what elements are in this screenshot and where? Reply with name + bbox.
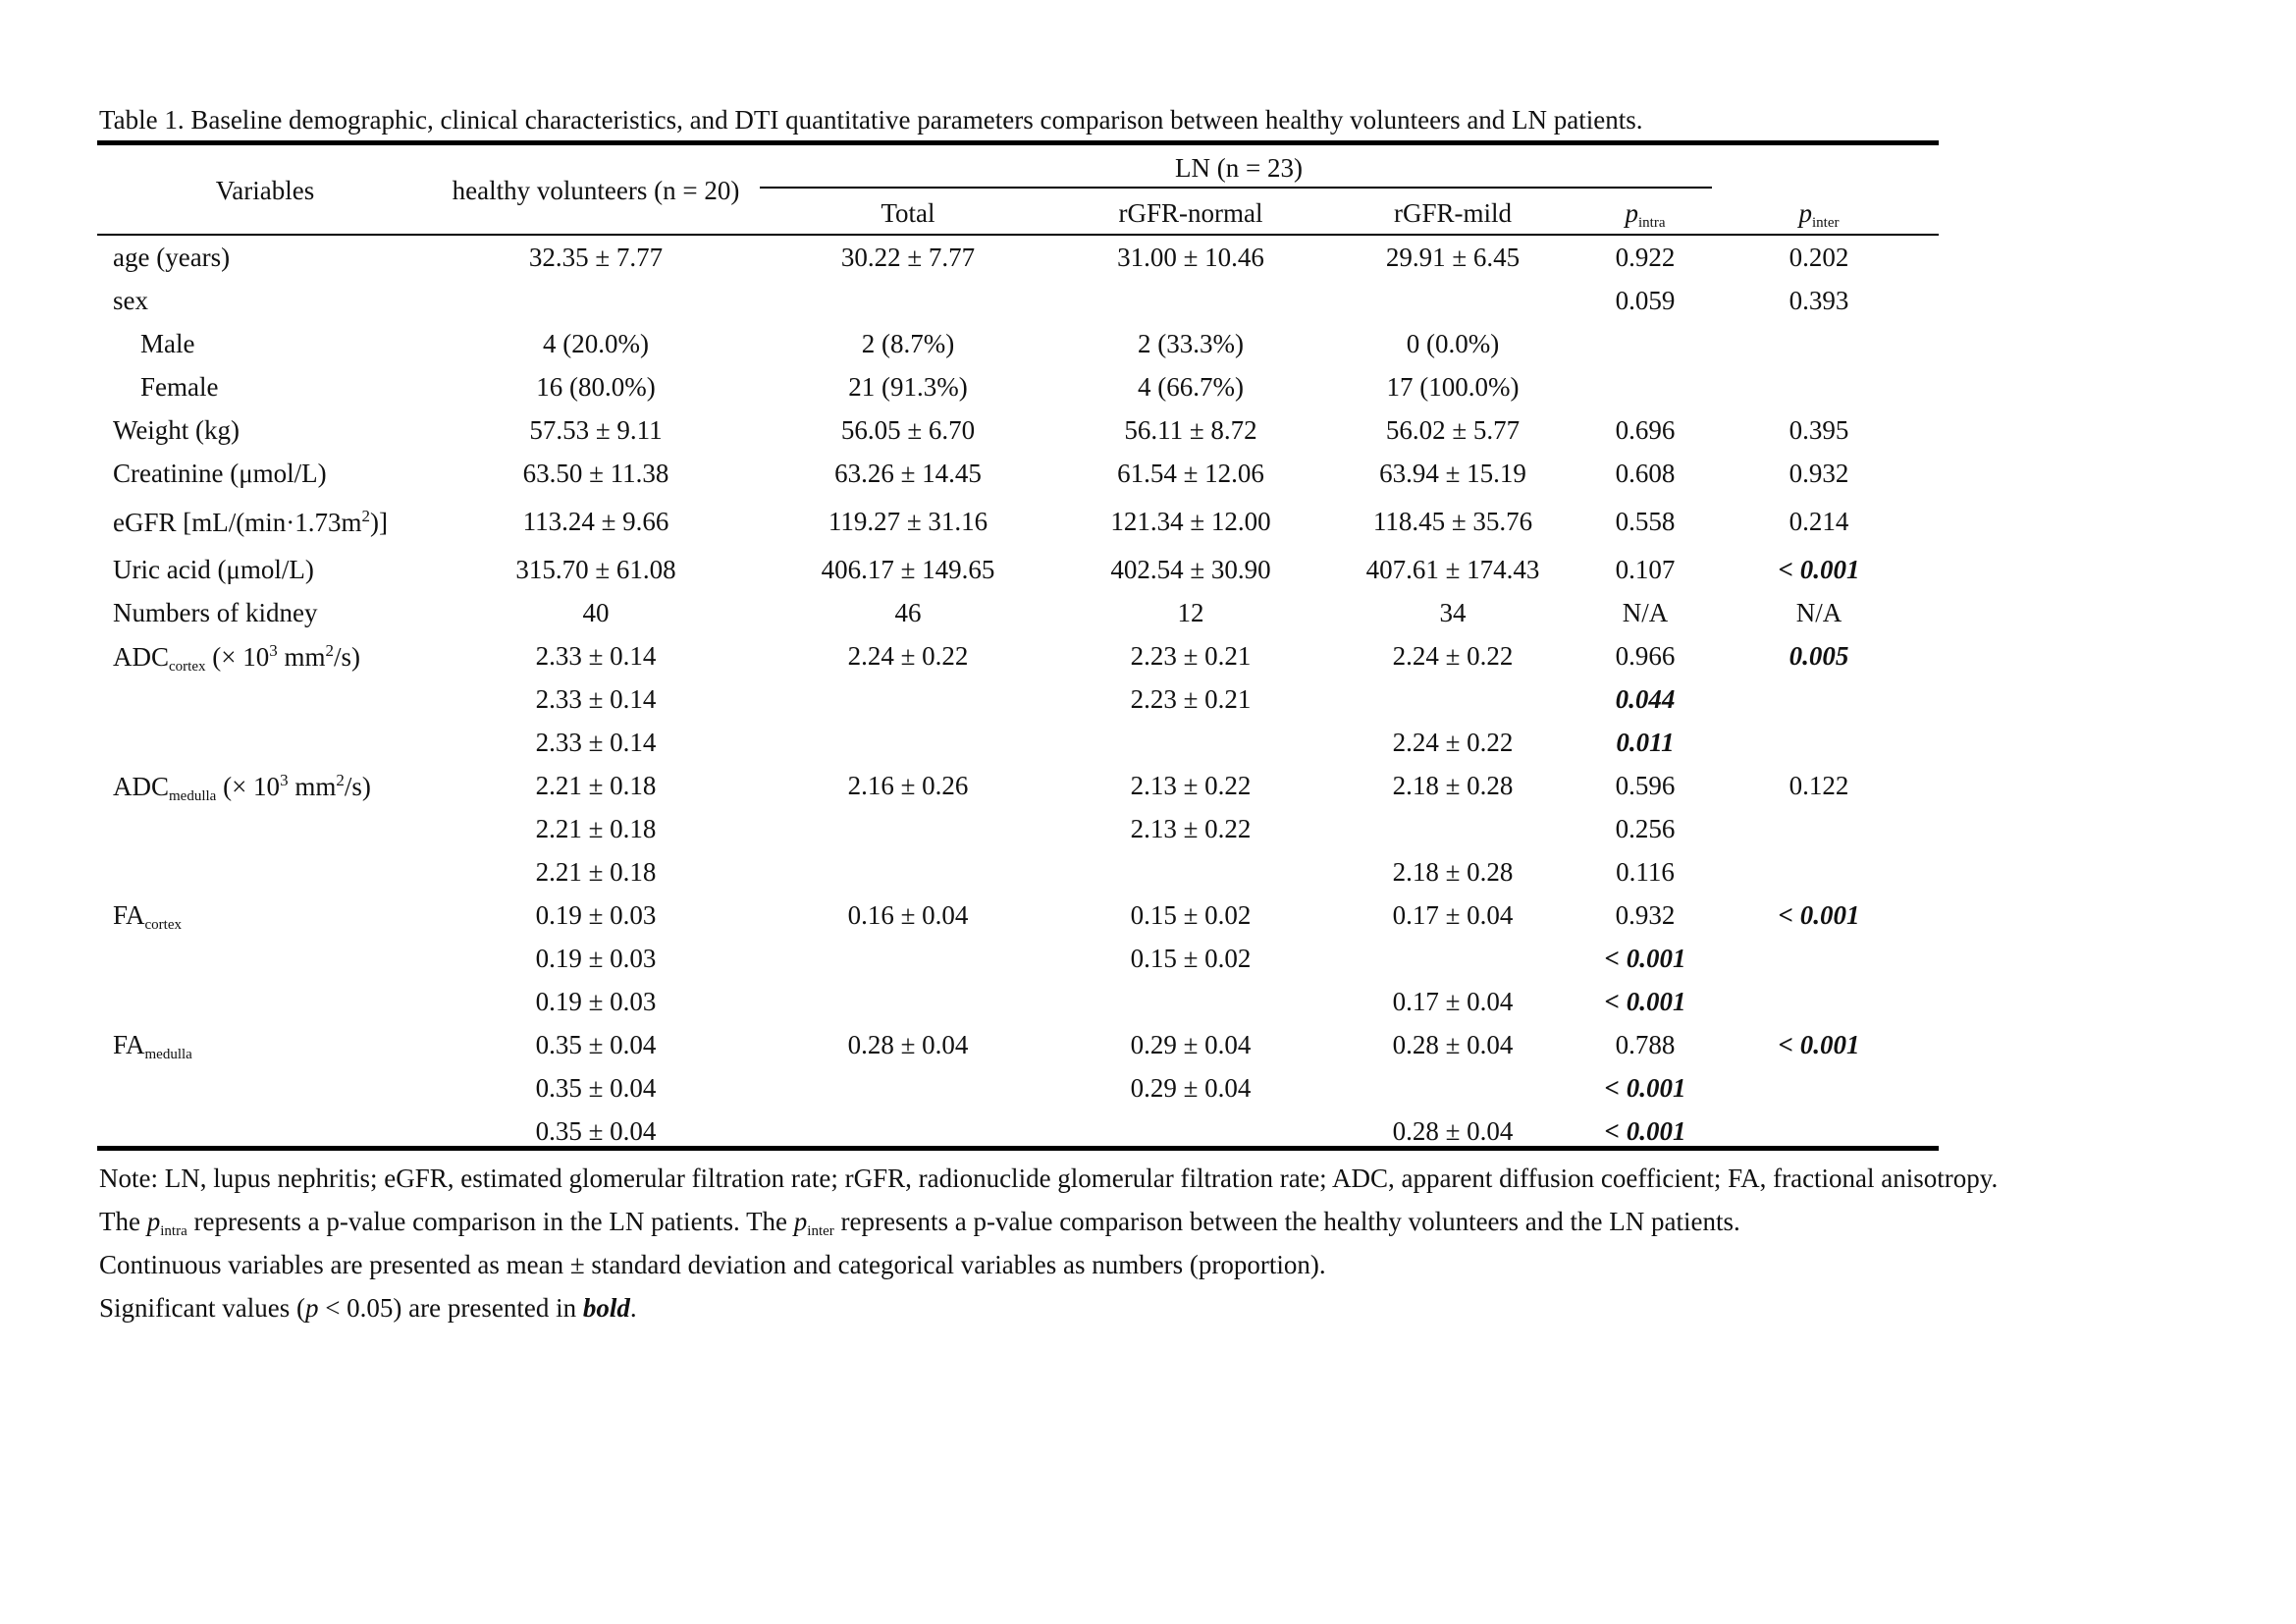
cell-healthy: 16 (80.0%) xyxy=(536,372,656,402)
cell-healthy: 2.33 ± 0.14 xyxy=(535,728,657,757)
ln-group-rule xyxy=(760,187,1712,189)
row-label: sex xyxy=(113,286,148,315)
cell-total: 46 xyxy=(894,598,922,627)
cell-p-intra: 0.059 xyxy=(1615,286,1676,315)
table-caption: Table 1. Baseline demographic, clinical characteristics, and DTI quantitative parameters comparison between healthy volunteers and LN patients. xyxy=(99,105,1643,135)
row-label: Numbers of kidney xyxy=(113,598,318,627)
cell-p-intra-significant: 0.044 xyxy=(1615,684,1676,714)
cell-p-intra: 0.116 xyxy=(1616,857,1675,887)
row-label: $ADC_{medulla}$ (× $10^3$ $mm^2/s$) xyxy=(113,771,371,804)
cell-healthy: 2.21 ± 0.18 xyxy=(535,814,657,843)
cell-rgfr-normal: 0.29 ± 0.04 xyxy=(1130,1030,1252,1059)
cell-rgfr-mild: 0.28 ± 0.04 xyxy=(1392,1030,1514,1059)
table-row xyxy=(0,728,2296,771)
note-abbreviations: Note: LN, lupus nephritis; eGFR, estimated glomerular filtration rate; rGFR, radionuclide glomerular filtration rate; ADC, apparent diffusion coefficient; FA, fractional anisotropy. xyxy=(99,1164,1999,1193)
cell-healthy: 40 xyxy=(582,598,610,627)
cell-rgfr-mild: 2.24 ± 0.22 xyxy=(1392,728,1514,757)
cell-p-inter-significant: < 0.001 xyxy=(1778,900,1860,930)
cell-rgfr-mild: 2.18 ± 0.28 xyxy=(1392,771,1514,800)
row-label: $FA_{medulla}$ xyxy=(113,1030,192,1062)
cell-total: 2.24 ± 0.22 xyxy=(847,641,969,671)
cell-total: 0.28 ± 0.04 xyxy=(847,1030,969,1059)
header-rgfr-mild: rGFR-mild xyxy=(1393,198,1513,228)
cell-healthy: 0.35 ± 0.04 xyxy=(535,1030,657,1059)
cell-healthy: 2.21 ± 0.18 xyxy=(535,771,657,800)
cell-rgfr-mild: 63.94 ± 15.19 xyxy=(1379,459,1526,488)
table-row xyxy=(0,684,2296,728)
table-row xyxy=(0,555,2296,598)
cell-healthy: 2.33 ± 0.14 xyxy=(535,641,657,671)
cell-p-inter-significant: 0.005 xyxy=(1789,641,1849,671)
table-row xyxy=(0,771,2296,814)
cell-p-intra-significant: < 0.001 xyxy=(1604,944,1686,973)
cell-rgfr-normal: 2.23 ± 0.21 xyxy=(1130,684,1252,714)
table-row xyxy=(0,641,2296,684)
cell-p-inter: 0.393 xyxy=(1789,286,1849,315)
cell-rgfr-normal: 2.13 ± 0.22 xyxy=(1130,771,1252,800)
cell-p-inter: 0.202 xyxy=(1789,243,1849,272)
cell-p-intra: 0.696 xyxy=(1615,415,1676,445)
cell-healthy: 2.33 ± 0.14 xyxy=(535,684,657,714)
row-label: Uric acid (μmol/L) xyxy=(113,555,314,584)
row-label: eGFR $[mL/(\min\cdot 1.73m^2)]$ xyxy=(113,507,388,537)
cell-p-intra-significant: 0.011 xyxy=(1616,728,1675,757)
cell-p-inter: 0.932 xyxy=(1789,459,1849,488)
table-row xyxy=(0,507,2296,550)
note-p-values: The $p_{intra}$ represents a p-value comparison in the LN patients. The $p_{inter}$ represents a p-value comparison between the healthy volunteers and the LN patients. xyxy=(99,1207,1740,1239)
cell-total: 406.17 ± 149.65 xyxy=(821,555,995,584)
table-row xyxy=(0,415,2296,459)
cell-rgfr-mild: 34 xyxy=(1439,598,1467,627)
cell-p-inter-significant: < 0.001 xyxy=(1778,555,1860,584)
table-row xyxy=(0,857,2296,900)
table-row xyxy=(0,1116,2296,1160)
cell-p-inter: N/A xyxy=(1795,598,1842,627)
cell-healthy: 2.21 ± 0.18 xyxy=(535,857,657,887)
cell-rgfr-mild: 118.45 ± 35.76 xyxy=(1372,507,1533,536)
table-row xyxy=(0,814,2296,857)
cell-p-intra: 0.608 xyxy=(1615,459,1676,488)
cell-p-intra: 0.596 xyxy=(1615,771,1676,800)
cell-rgfr-normal: 56.11 ± 8.72 xyxy=(1124,415,1257,445)
table-row xyxy=(0,944,2296,987)
cell-total: 2 (8.7%) xyxy=(861,329,955,358)
top-rule xyxy=(97,140,1939,145)
note-significance: Significant values (p < 0.05) are presented in bold. xyxy=(99,1293,637,1323)
header-total: Total xyxy=(881,198,935,228)
cell-rgfr-normal: 12 xyxy=(1177,598,1204,627)
cell-healthy: 32.35 ± 7.77 xyxy=(528,243,664,272)
row-label: $ADC_{cortex}$ (× $10^3$ $mm^2/s$) xyxy=(113,641,360,675)
header-p-intra: $p_{intra}$ xyxy=(1625,198,1666,231)
cell-rgfr-normal: 121.34 ± 12.00 xyxy=(1110,507,1271,536)
cell-rgfr-normal: 2.23 ± 0.21 xyxy=(1130,641,1252,671)
cell-p-intra-significant: < 0.001 xyxy=(1604,1073,1686,1103)
cell-rgfr-mild: 407.61 ± 174.43 xyxy=(1365,555,1540,584)
header-ln-group: LN (n = 23) xyxy=(1175,153,1303,183)
row-label: age (years) xyxy=(113,243,231,272)
cell-rgfr-normal: 2.13 ± 0.22 xyxy=(1130,814,1252,843)
cell-healthy: 0.19 ± 0.03 xyxy=(535,944,657,973)
cell-p-intra: 0.107 xyxy=(1615,555,1676,584)
table-row xyxy=(0,987,2296,1030)
row-label: Weight (kg) xyxy=(113,415,240,445)
cell-rgfr-mild: 0.17 ± 0.04 xyxy=(1392,987,1514,1016)
table-notes xyxy=(99,1157,1998,1329)
cell-rgfr-normal: 31.00 ± 10.46 xyxy=(1117,243,1264,272)
cell-p-intra-significant: < 0.001 xyxy=(1604,987,1686,1016)
cell-rgfr-normal: 402.54 ± 30.90 xyxy=(1110,555,1271,584)
table-row xyxy=(0,372,2296,415)
cell-rgfr-normal: 0.15 ± 0.02 xyxy=(1130,900,1252,930)
cell-rgfr-mild: 0 (0.0%) xyxy=(1406,329,1500,358)
cell-p-intra: 0.922 xyxy=(1615,243,1676,272)
cell-rgfr-mild: 56.02 ± 5.77 xyxy=(1385,415,1521,445)
table-row xyxy=(0,598,2296,641)
cell-rgfr-normal: 0.29 ± 0.04 xyxy=(1130,1073,1252,1103)
cell-p-intra-significant: < 0.001 xyxy=(1604,1116,1686,1146)
cell-healthy: 315.70 ± 61.08 xyxy=(515,555,676,584)
cell-total: 30.22 ± 7.77 xyxy=(840,243,976,272)
cell-p-intra: 0.558 xyxy=(1615,507,1676,536)
cell-p-inter-significant: < 0.001 xyxy=(1778,1030,1860,1059)
cell-healthy: 57.53 ± 9.11 xyxy=(529,415,663,445)
header-rule xyxy=(97,234,1939,236)
cell-rgfr-normal: 4 (66.7%) xyxy=(1138,372,1244,402)
bottom-rule xyxy=(97,1146,1939,1151)
cell-total: 119.27 ± 31.16 xyxy=(828,507,988,536)
cell-p-intra: 0.788 xyxy=(1615,1030,1676,1059)
table-row xyxy=(0,243,2296,286)
cell-rgfr-mild: 2.24 ± 0.22 xyxy=(1392,641,1514,671)
note-variable-format: Continuous variables are presented as mean ± standard deviation and categorical variables as numbers (proportion). xyxy=(99,1250,1326,1279)
row-label: Male xyxy=(140,329,195,358)
cell-healthy: 4 (20.0%) xyxy=(543,329,649,358)
cell-p-intra: 0.966 xyxy=(1615,641,1676,671)
cell-healthy: 0.35 ± 0.04 xyxy=(535,1116,657,1146)
header-p-inter: $p_{inter}$ xyxy=(1798,198,1840,231)
cell-healthy: 0.19 ± 0.03 xyxy=(535,900,657,930)
cell-total: 2.16 ± 0.26 xyxy=(847,771,969,800)
cell-rgfr-normal: 61.54 ± 12.06 xyxy=(1117,459,1264,488)
table-row xyxy=(0,329,2296,372)
header-variables: Variables xyxy=(215,176,315,205)
cell-rgfr-mild: 0.28 ± 0.04 xyxy=(1392,1116,1514,1146)
cell-rgfr-normal: 0.15 ± 0.02 xyxy=(1130,944,1252,973)
cell-p-inter: 0.395 xyxy=(1789,415,1849,445)
row-label: $FA_{cortex}$ xyxy=(113,900,182,933)
cell-rgfr-mild: 17 (100.0%) xyxy=(1386,372,1520,402)
cell-rgfr-mild: 0.17 ± 0.04 xyxy=(1392,900,1514,930)
header-rgfr-normal: rGFR-normal xyxy=(1118,198,1263,228)
cell-healthy: 0.35 ± 0.04 xyxy=(535,1073,657,1103)
cell-total: 56.05 ± 6.70 xyxy=(840,415,976,445)
cell-p-inter: 0.122 xyxy=(1789,771,1849,800)
cell-total: 0.16 ± 0.04 xyxy=(847,900,969,930)
table-row xyxy=(0,459,2296,502)
table-row xyxy=(0,900,2296,944)
cell-p-intra: N/A xyxy=(1622,598,1669,627)
cell-total: 21 (91.3%) xyxy=(848,372,968,402)
cell-rgfr-mild: 2.18 ± 0.28 xyxy=(1392,857,1514,887)
table-row xyxy=(0,1073,2296,1116)
cell-healthy: 0.19 ± 0.03 xyxy=(535,987,657,1016)
header-healthy-volunteers: healthy volunteers (n = 20) xyxy=(452,176,740,205)
cell-p-intra: 0.256 xyxy=(1615,814,1676,843)
row-label: Female xyxy=(140,372,219,402)
table-row xyxy=(0,286,2296,329)
cell-healthy: 113.24 ± 9.66 xyxy=(522,507,669,536)
cell-p-intra: 0.932 xyxy=(1615,900,1676,930)
cell-rgfr-mild: 29.91 ± 6.45 xyxy=(1385,243,1521,272)
cell-rgfr-normal: 2 (33.3%) xyxy=(1138,329,1244,358)
cell-healthy: 63.50 ± 11.38 xyxy=(522,459,669,488)
cell-total: 63.26 ± 14.45 xyxy=(834,459,982,488)
row-label: Creatinine (μmol/L) xyxy=(113,459,327,488)
cell-p-inter: 0.214 xyxy=(1789,507,1849,536)
table-row xyxy=(0,1030,2296,1073)
